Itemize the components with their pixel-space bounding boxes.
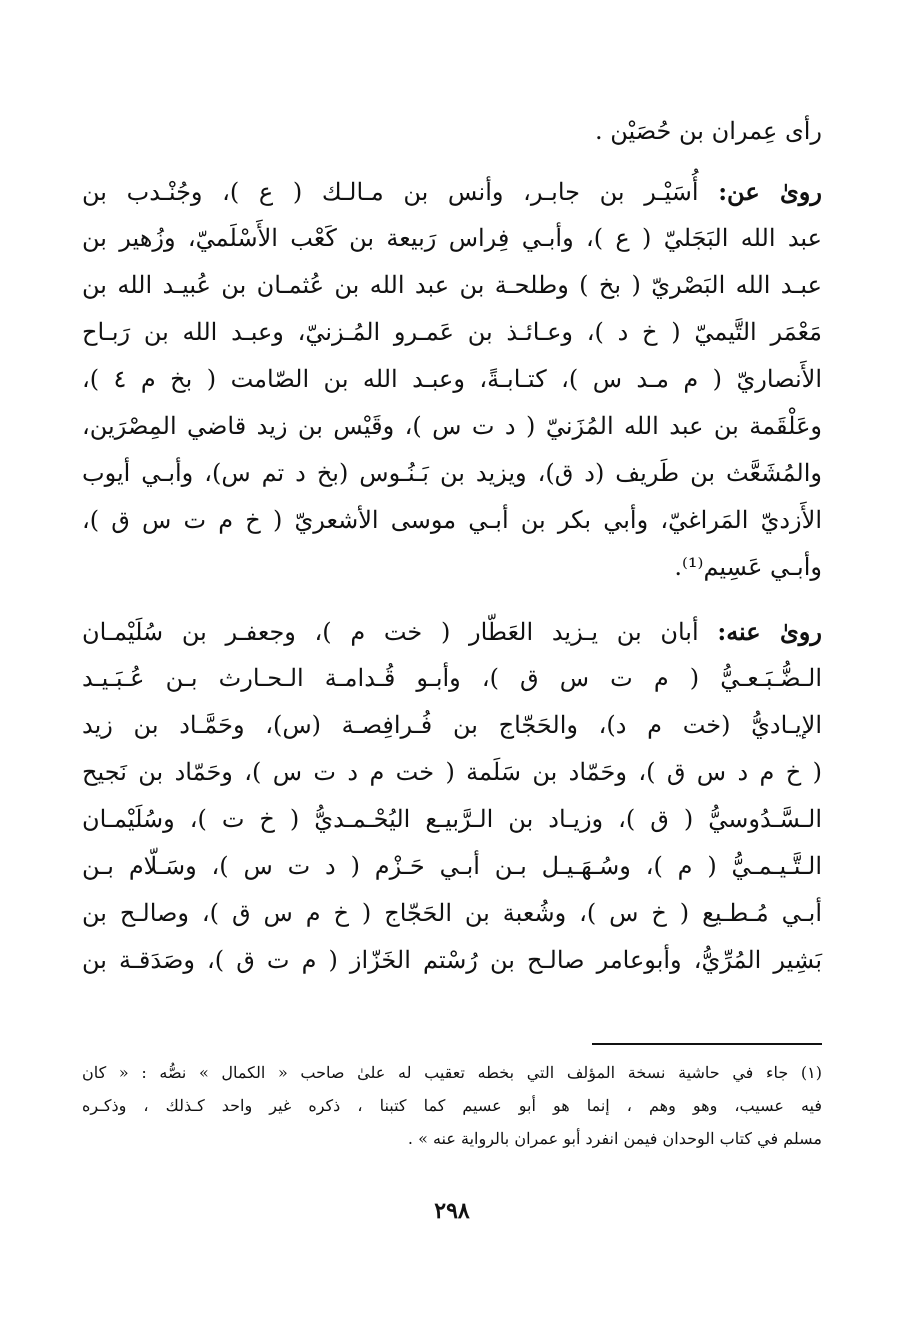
narrated-by-line-2: الـضُّـبَـعـيُّ ( م ت س ق )، وأبـو قُـدامـة الـحـارث بـن عُـبَـيـد xyxy=(82,664,822,692)
narrated-by-line-5: الـسَّـدُوسيُّ ( ق )، وزيـاد بن الـرَّبيـع اليُحْـمـديُّ ( خ ت )، وسُلَيْمـان xyxy=(82,805,822,833)
narrated-by-line-1 xyxy=(82,608,822,655)
narrated-from-line-9: وأبـي عَسِيم⁽¹⁾. xyxy=(674,553,822,581)
narrated-by-line-3: الإيـاديُّ (خت م د)، والحَجّاج بن فُـرافِصـة (س)، وحَمَّـاد بن زيد xyxy=(82,711,822,739)
footnote-line-2: فيه عسيب، وهو وهم ، إنما هو أبو عسيم كما كتبنا ، ذكره غير واحد كـذلك ، وذكـره xyxy=(82,1096,823,1115)
narrated-by-line-6: الـتَّـيـمـيُّ ( م )، وسُـهَـيـل بـن أبـي حَـزْم ( د ت س )، وسَـلّام بـن xyxy=(82,852,822,880)
narrated-from-lead: روىٰ عن: xyxy=(718,177,822,206)
narrated-from-line-1 xyxy=(82,168,822,215)
footnote-line-3: مسلم في كتاب الوحدان فيمن انفرد أبو عمران بالرواية عنه » . xyxy=(407,1129,822,1148)
narrated-from-line-3: عبـد الله البَصْريّ ( بخ ) وطلحـة بن عبد الله بن عُثمـان بن عُبيـد الله بن xyxy=(82,271,822,299)
narrated-from-line-4: مَعْمَر التَّيميّ ( خ د )، وعـائـذ بن عَمـرو المُـزنيّ، وعبـد الله بن رَبـاح xyxy=(82,318,822,346)
footnote-line-1: (١) جاء في حاشية نسخة المؤلف التي بخطه تعقيب له علىٰ صاحب « الكمال » نصُّه : « كان xyxy=(82,1063,823,1082)
narrated-from-paragraph xyxy=(82,168,822,591)
narrated-from-line-8: الأَزديّ المَراغيّ، وأبي بكر بن أبـي موسى الأشعريّ ( خ م ت س ق )، xyxy=(82,506,822,534)
narrated-by-line-4: ( خ م د س ق )، وحَمّاد بن سَلَمة ( خت م د ت س )، وحَمّاد بن نَجيح xyxy=(82,758,822,786)
narrated-by-lead: روىٰ عنه: xyxy=(717,617,822,646)
narrated-by-paragraph xyxy=(82,608,822,984)
narrated-by-line-8: بَشِير المُرِّيُّ، وأبوعامر صالـح بن رُسْتم الخَزّاز ( م ت ق )، وصَدَقـة بن xyxy=(82,946,822,974)
narrated-by-line-1-text: أبان بن يـزيد العَطّار ( خت م )، وجعفـر بن سُلَيْمـان xyxy=(82,618,699,646)
narrated-from-line-7: والمُشَعَّث بن طَريف (د ق)، ويزيد بن بَـنُـوس (بخ د تم س)، وأبـي أيوب xyxy=(82,459,822,487)
narrated-by-line-7: أبـي مُـطـيع ( خ س )، وشُعبة بن الحَجّاج ( خ م س ق )، وصالـح بن xyxy=(82,899,822,927)
footnote-divider xyxy=(592,1043,822,1045)
narrated-from-line-5: الأَنصاريّ ( م مـد س )، كتـابـةً، وعبـد الله بن الصّامت ( بخ م ٤ )، xyxy=(82,365,822,393)
page-number: ٢٩٨ xyxy=(434,1198,470,1224)
intro-line: رأى عِمران بن حُصَيْن . xyxy=(594,117,822,145)
footnote xyxy=(82,1056,822,1155)
intro-text xyxy=(82,108,822,155)
narrated-from-line-2: عبد الله البَجَليّ ( ع )، وأبـي فِراس رَبيعة بن كَعْب الأَسْلَميّ، وزُهير بن xyxy=(82,224,822,252)
narrated-from-line-6: وعَلْقَمة بن عبد الله المُزَنيّ ( د ت س )، وقَيْس بن زيد قاضي المِصْرَين، xyxy=(82,412,822,440)
narrated-from-line-1-text: أُسَيْـر بن جابـر، وأنس بن مـالـك ( ع )، وجُنْـدب بن xyxy=(82,178,699,206)
